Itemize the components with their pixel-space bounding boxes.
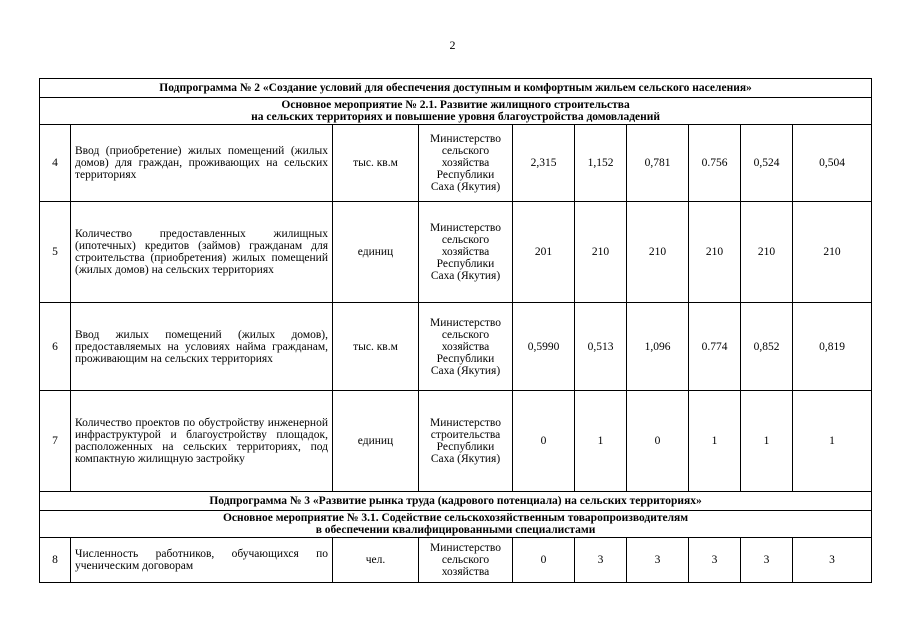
responsible-line: хозяйства <box>441 566 490 578</box>
value-cell: 210 <box>793 202 872 303</box>
value-cell: 210 <box>575 202 627 303</box>
responsible-line: сельского <box>441 554 490 566</box>
indicator-name: Ввод жилых помещений (жилых домов), предоставляемых на условиях найма гражданам, проживающим на сельских территориях <box>71 303 333 391</box>
table-row <box>40 391 872 492</box>
indicator-name: Ввод (приобретение) жилых помещений (жилых домов) для граждан, проживающих на сельских территориях <box>71 125 333 202</box>
responsible-line: Министерство <box>430 417 501 429</box>
value-cell: 0 <box>513 538 575 583</box>
responsible-line: Саха (Якутия) <box>430 453 501 465</box>
responsible-line: сельского <box>441 328 490 341</box>
value-cell: 0,524 <box>741 125 793 202</box>
value-cell: 210 <box>627 202 689 303</box>
value-cell: 3 <box>793 538 872 583</box>
unit-cell: единиц <box>333 391 419 492</box>
measure-3-1-line1: Основное мероприятие № 3.1. Содействие сельскохозяйственным товаропроизводителям <box>222 512 689 524</box>
responsible-line: Республики <box>436 169 495 181</box>
table-row <box>40 202 872 303</box>
responsible-line: сельского <box>441 145 490 157</box>
value-cell: 1 <box>793 391 872 492</box>
measure-2-1-line1: Основное мероприятие № 2.1. Развитие жилищного строительства <box>281 99 630 111</box>
value-cell: 0 <box>627 391 689 492</box>
unit-cell: чел. <box>333 538 419 583</box>
value-cell: 3 <box>741 538 793 583</box>
indicator-name: Численность работников, обучающихся по ученическим договорам <box>71 538 333 583</box>
value-cell: 1,096 <box>627 303 689 391</box>
responsible-cell <box>419 202 513 303</box>
subprogram-3-title: Подпрограмма № 3 «Развитие рынка труда (кадрового потенциала) на сельских территориях» <box>40 492 872 511</box>
responsible-line: Республики <box>436 258 495 270</box>
page-number: 2 <box>449 38 456 52</box>
value-cell: 0,504 <box>793 125 872 202</box>
measure-3-1-header <box>40 511 872 538</box>
value-cell: 0,852 <box>741 303 793 391</box>
subprogram-3-header <box>40 492 872 511</box>
measure-2-1-title <box>40 98 872 125</box>
responsible-line: Саха (Якутия) <box>430 181 501 193</box>
value-cell: 2,315 <box>513 125 575 202</box>
value-cell: 210 <box>741 202 793 303</box>
responsible-line: Саха (Якутия) <box>430 364 501 377</box>
responsible-line: хозяйства <box>441 246 490 258</box>
measure-2-1-line2: на сельских территориях и повышение уровня благоустройства домовладений <box>251 111 660 123</box>
subprogram-2-header <box>40 79 872 98</box>
indicator-name: Количество предоставленных жилищных (ипотечных) кредитов (займов) гражданам для строительства (приобретения) жилых помещений (жилых домов) на сельских территориях <box>71 202 333 303</box>
unit-cell: тыс. кв.м <box>333 125 419 202</box>
value-cell: 0,513 <box>575 303 627 391</box>
measure-3-1-title <box>40 511 872 538</box>
value-cell: 3 <box>627 538 689 583</box>
indicator-name: Количество проектов по обустройству инженерной инфраструктурой и благоустройству площадок, расположенных на сельских территориях, под компактную жилищную застройку <box>71 391 333 492</box>
row-number: 8 <box>40 538 71 583</box>
value-cell: 1 <box>575 391 627 492</box>
row-number: 6 <box>40 303 71 391</box>
responsible-line: сельского <box>441 234 490 246</box>
responsible-line: Саха (Якутия) <box>430 270 501 282</box>
value-cell: 3 <box>575 538 627 583</box>
table-row <box>40 125 872 202</box>
subprogram-2-title: Подпрограмма № 2 «Создание условий для обеспечения доступным и комфортным жильем сельского населения» <box>40 79 872 98</box>
value-cell: 0,5990 <box>513 303 575 391</box>
responsible-cell <box>419 538 513 583</box>
value-cell: 1 <box>689 391 741 492</box>
measure-2-1-header <box>40 98 872 125</box>
row-number: 7 <box>40 391 71 492</box>
value-cell: 1 <box>741 391 793 492</box>
table-row <box>40 303 872 391</box>
table-row <box>40 538 872 583</box>
responsible-line: строительства <box>430 429 501 441</box>
unit-cell: единиц <box>333 202 419 303</box>
responsible-line: Республики <box>436 352 495 365</box>
value-cell: 0,819 <box>793 303 872 391</box>
measure-3-1-line2: в обеспечении квалифицированными специалистами <box>315 524 596 536</box>
responsible-cell <box>419 391 513 492</box>
row-number: 5 <box>40 202 71 303</box>
value-cell: 1,152 <box>575 125 627 202</box>
responsible-cell <box>419 303 513 391</box>
value-cell: 0.774 <box>689 303 741 391</box>
value-cell: 201 <box>513 202 575 303</box>
value-cell: 3 <box>689 538 741 583</box>
responsible-cell <box>419 125 513 202</box>
unit-cell: тыс. кв.м <box>333 303 419 391</box>
responsible-line: Министерство <box>430 133 501 145</box>
indicators-table <box>39 78 872 583</box>
responsible-line: хозяйства <box>441 157 490 169</box>
responsible-line: Министерство <box>430 222 501 234</box>
responsible-line: Министерство <box>430 542 501 554</box>
responsible-line: Министерство <box>430 316 501 329</box>
value-cell: 0 <box>513 391 575 492</box>
responsible-line: Республики <box>436 441 495 453</box>
responsible-line: хозяйства <box>441 340 490 353</box>
row-number: 4 <box>40 125 71 202</box>
value-cell: 0.756 <box>689 125 741 202</box>
value-cell: 210 <box>689 202 741 303</box>
value-cell: 0,781 <box>627 125 689 202</box>
